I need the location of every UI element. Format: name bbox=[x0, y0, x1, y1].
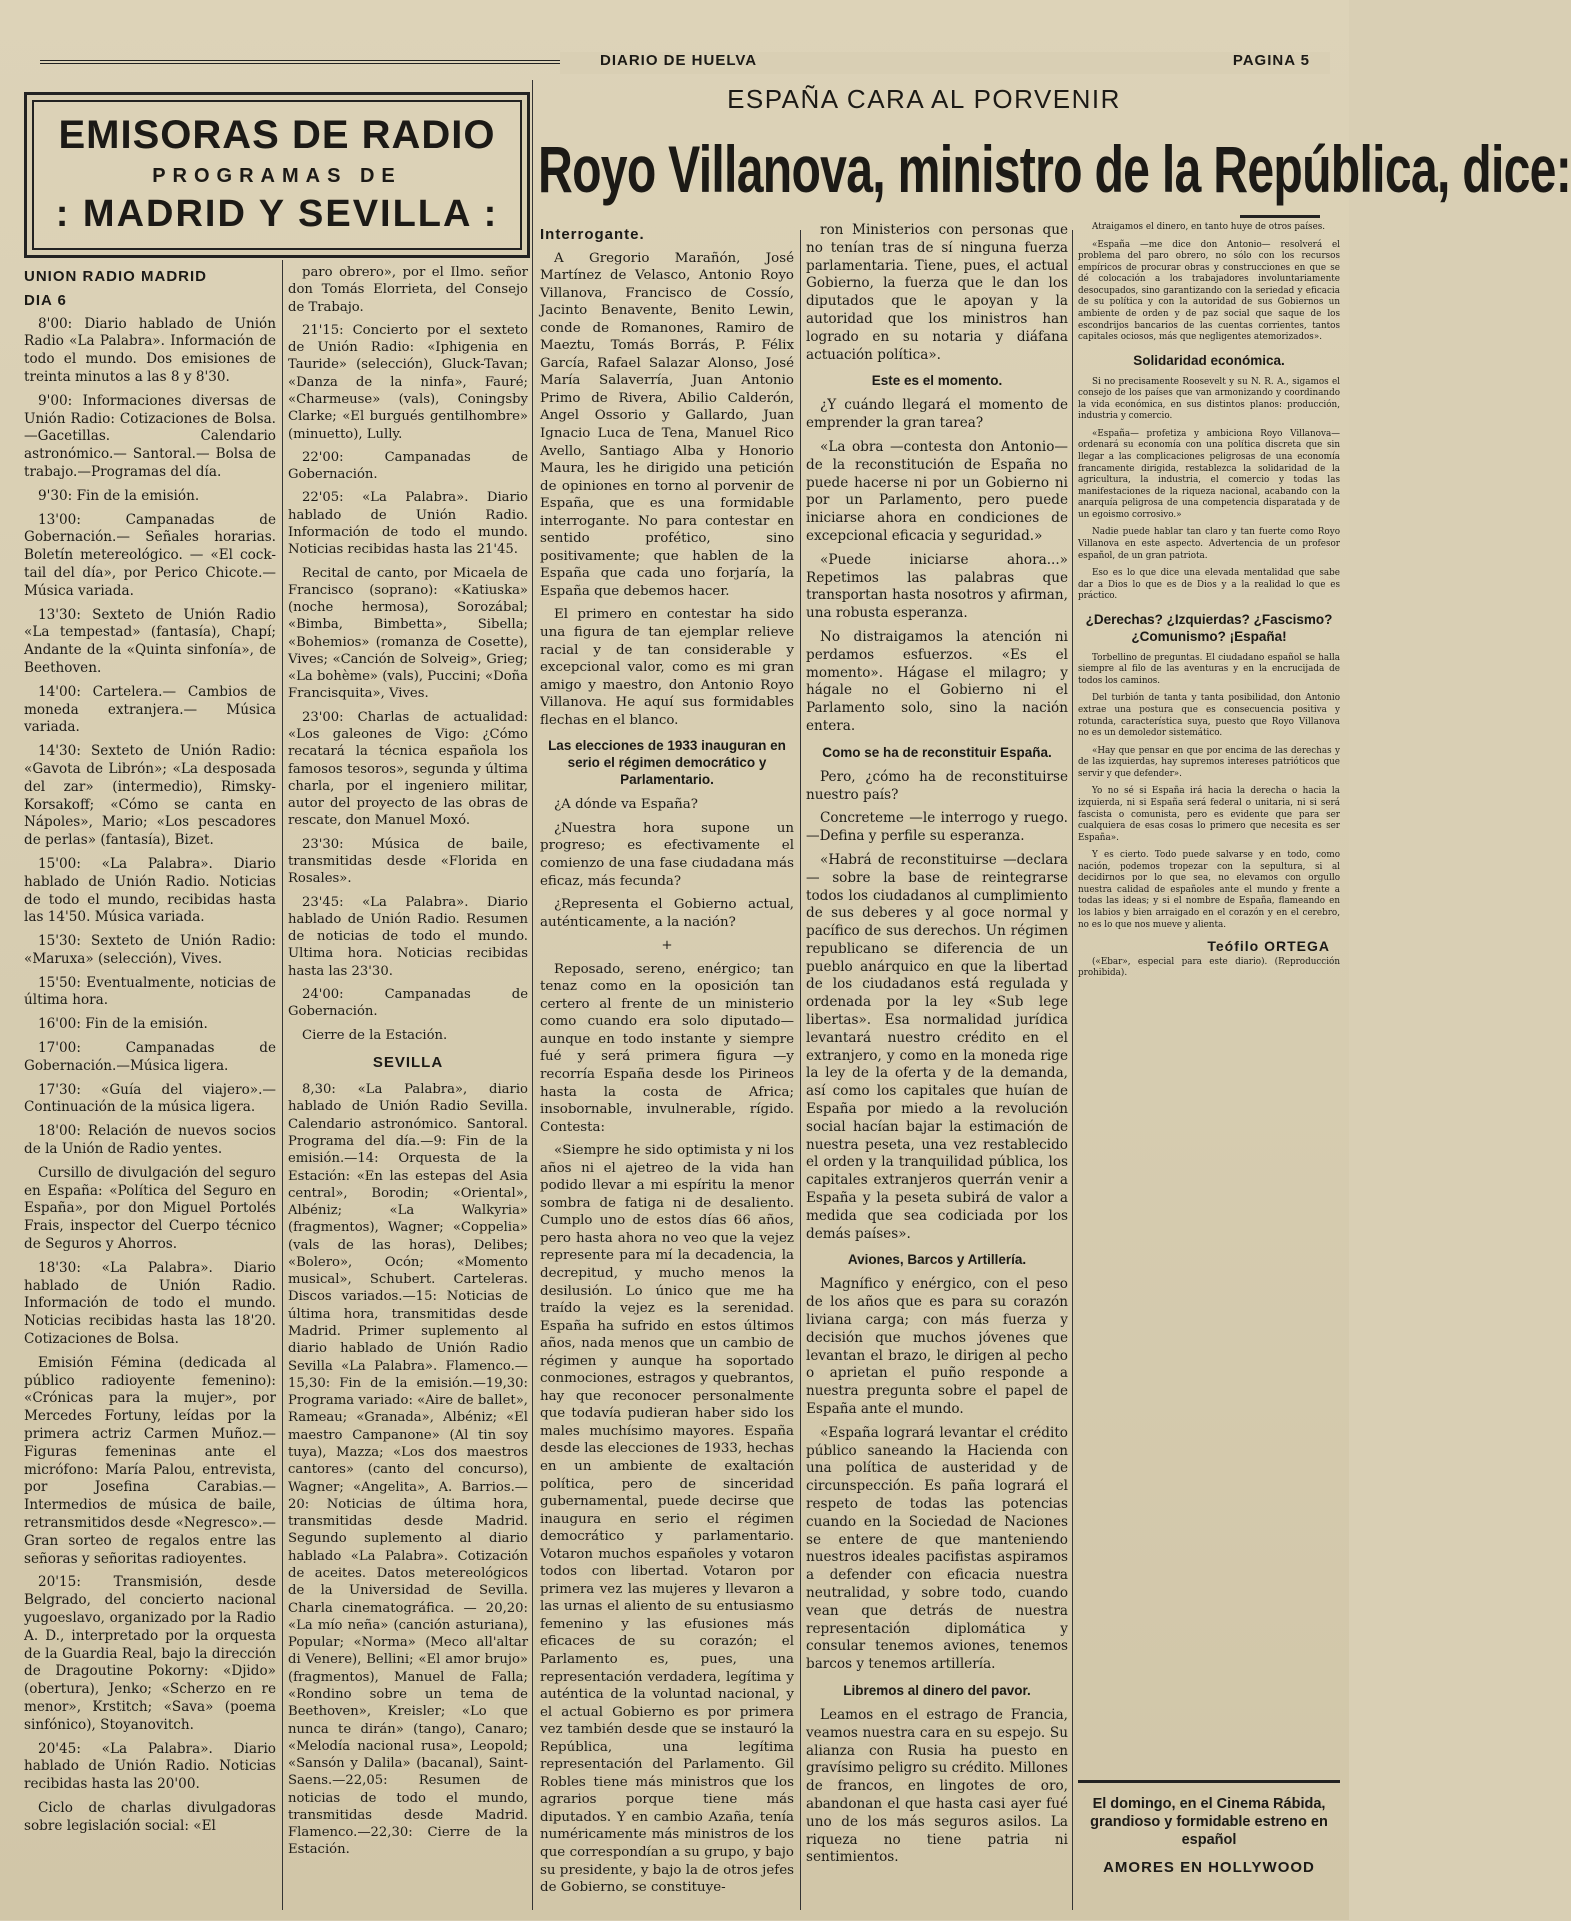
program-entry: 14'30: Sexteto de Unión Radio: «Gavota de Librón»; «La desposada del zar» (intermedio), Rimsky-Korsakoff; «Cómo se canta en Nápoles», Mario; «Los pescadores de perlas» (fantasía), Bizet. bbox=[24, 743, 276, 849]
column-rule bbox=[800, 230, 801, 1910]
program-entry: Emisión Fémina (dedicada al público radioyente femenino): «Crónicas para la mujer», por Mercedes Fortuny, leídas por la primera actriz Carmen Muñoz.—Figuras femeninas ante el micrófono: María Palou, entrevista, por Josefina Carabias.— Intermedios de música de baile, retransmitidos desde «Negresco».— Gran sorteo de regalos entre las señoras y señoritas radioyentes. bbox=[24, 1354, 276, 1567]
article-paragraph: «Habrá de reconstituirse —declara— sobre la base de reintegrarse todos los ciudadanos al cumplimiento de sus deberes y al goce normal y pacífico de sus derechos. Un régimen republicano se diferencia de un pueblo anárquico en que la libertad de los ciudadanos está regulada y ordenada por la ley «Sub lege libertas». Esa normalidad jurídica levantará nuestro crédito en el extranjero, y como en la moneda rige la ley de la oferta y de la demanda, así como los capitales que huían de España por miedo a la revolución social hacían bajar la estimación de nuestra peseta, una vez restablecido el orden y la tranquilidad pública, los capitales extranjeros querrán venir a España y la peseta subirá de valor a medida que sea codiciada por los demás países». bbox=[806, 851, 1068, 1242]
article-paragraph: El primero en contestar ha sido una figura de tan ejemplar relieve racial y de tan considerable y excepcional valor, como es mi gran amigo y maestro, don Antonio Royo Villanova. He aquí sus formidables flechas en el blanco. bbox=[540, 607, 794, 728]
program-entry: 13'30: Sexteto de Unión Radio «La tempestad» (fantasía), Chapí; Andante de la «Quinta sinfonía», de Beethoven. bbox=[24, 606, 276, 676]
separator-mark: + bbox=[661, 938, 673, 954]
program-entry: 18'00: Relación de nuevos socios de la Unión de Radio yentes. bbox=[24, 1123, 276, 1158]
program-entry: 24'00: Campanadas de Gobernación. bbox=[288, 986, 528, 1020]
program-list bbox=[24, 316, 276, 1836]
article-paragraph: Torbellino de preguntas. El ciudadano español se halla siempre al filo de las aventuras y en la encrucijada de todos los caminos. bbox=[1078, 652, 1340, 686]
program-entry: 16'00: Fin de la emisión. bbox=[38, 1016, 208, 1033]
promo-text: El domingo, en el Cinema Rábida, grandioso y formidable estreno en español bbox=[1090, 1796, 1328, 1848]
column-rule bbox=[532, 80, 533, 1910]
sevilla-heading: SEVILLA bbox=[372, 1053, 444, 1071]
article-paragraph: Eso es lo que dice una elevada mentalidad que sabe dar a Dios lo que es de Dios y a la realidad lo que es práctico. bbox=[1078, 568, 1340, 602]
program-entry: 23'30: Música de baile, transmitidas desde «Florida en Rosales». bbox=[288, 836, 528, 887]
subheading: Aviones, Barcos y Artillería. bbox=[847, 1252, 1027, 1268]
station-heading: UNION RADIO MADRID bbox=[24, 268, 207, 285]
article-paragraph: «España— profetiza y ambiciona Royo Villanova— ordenará su economía con una política discreta que sin llegar a las complicaciones peligrosas de una economía francamente dirigida, restablezca la solidaridad de la agricultura, la industria, el comercio y todas las manifestaciones de la riqueza nacional, acabando con la anarquía peligrosa de una competencia disparatada y de un egoismo corrosivo.» bbox=[1078, 428, 1340, 520]
article-paragraph: «España —me dice don Antonio— resolverá el problema del paro obrero, no sólo con los recursos empíricos de procurar obras y construcciones en que se dé colocación a los trabajadores involuntariamente desocupados, sino garantizando con la seriedad y eficacia de su política y con la autoridad de sus Gobiernos un ambiente de orden y de paz social que saque de los escondrijos bancarios de las cuentas corrientes, tantos capitales ociosos, más que negligentes atemorizados». bbox=[1078, 239, 1340, 343]
radio-box-subtitle: PROGRAMAS DE bbox=[152, 165, 402, 187]
program-entry: 23'45: «La Palabra». Diario hablado de Unión Radio. Resumen de noticias de todo el mundo. Ultima hora. Noticias recibidas hasta las 23'30. bbox=[288, 894, 528, 979]
article-paragraph: («Ebar», especial para este diario). (Reproducción prohibida). bbox=[1078, 956, 1340, 979]
article-paragraph: Del turbión de tanta y tanta posibilidad, don Antonio extrae una postura que es consecuencia positiva y rotunda, característica suya, puesto que Royo Villanova no es un demoledor sistemático. bbox=[1078, 693, 1340, 739]
article-column-3 bbox=[1078, 222, 1340, 1772]
article-paragraph: Magnífico y enérgico, con el peso de los años que es para su corazón liviana carga; con más fuerza y decisión que muchos jóvenes que levantan el brazo, le dirigen al pecho o aprietan el puño responde a nuestra pregunta sobre el papel de España ante el mundo. bbox=[806, 1276, 1068, 1418]
masthead-page-number: PAGINA 5 bbox=[1232, 52, 1310, 69]
subheading: ¿Derechas? ¿Izquierdas? ¿Fascismo? ¿Comunismo? ¡España! bbox=[1085, 611, 1333, 644]
article-paragraph: No distraigamos la atención ni perdamos esfuerzos. «Es el momento». Hágase el milagro; y hágale no el Gobierno ni el Parlamento solo, sino la nación entera. bbox=[806, 628, 1068, 734]
article-paragraph: «Siempre he sido optimista y ni los años ni el ajetreo de la vida han podido llevar a mi espíritu la menor sombra de fatiga ni de desaliento. Cumplo uno de estos días 66 años, pero hasta ahora no veo que la vejez represente para mí la decadencia, la decrepitud, y mucho menos la desilusión. Lo único que me ha traído la vejez es la serenidad. España ha sufrido en estos últimos años, nada menos que un cambio de régimen y aunque ha soportado conmociones, estragos y quebrantos, hay que reconocer personalmente que todavía pudieran haber sido los males muchísimo mayores. España desde las elecciones de 1933, hechas en un ambiente de exaltación política, pero de sinceridad gubernamental, puede decirse que inaugura en serio el régimen democrático y parlamentario. Votaron muchos españoles y votaron todos con libertad. Votaron por primera vez las mujeres y llevaron a las urnas el aliento de su entusiasmo femenino y las efusiones más eficaces de su corazón; el Parlamento es, pues, una representación verdadera, legítima y auténtica de la voluntad nacional, y el actual Gobierno es por primera vez también desde que se instauró la República, una legítima representación del Parlamento. Gil Robles tiene más ministros que los agrarios porque tiene más diputados. Y en cambio Azaña, tenía numéricamente más ministros de los que correspondían a su grupo, y bajo su presidente, y bajo la de otros jefes de Gobierno, se constituye- bbox=[540, 1143, 794, 1896]
program-entry: 17'30: «Guía del viajero».— Continuación de la música ligera. bbox=[24, 1081, 276, 1116]
headline-ornament bbox=[1240, 215, 1320, 218]
radio-header-box bbox=[24, 92, 530, 258]
article-paragraph: ¿A dónde va España? bbox=[554, 797, 698, 813]
article-kicker: ESPAÑA CARA AL PORVENIR bbox=[727, 84, 1121, 114]
program-entry: 20'45: «La Palabra». Diario hablado de Unión Radio. Noticias recibidas hasta las 20'00. bbox=[24, 1740, 276, 1793]
program-entry: 8,30: «La Palabra», diario hablado de Unión Radio Sevilla. Calendario astronómico. Santoral. Programa del día.—9: Fin de la emisión.—14: Orquesta de la Estación: «En las estepas del Asia central», Borodin; «Oriental», Albéniz; «La Walkyria» (fragmentos), Wagner; «Coppelia» (vals de las horas), Delibes; «Bolero», Ocón; «Momento musical», Schubert. Carteleras. Discos variados.—15: Noticias de última hora, transmitidas desde Madrid. Primer suplemento al diario hablado de Unión Radio Sevilla «La Palabra». Flamenco.—15,30: Fin de la emisión.—19,30: Programa variado: «Aire de ballet», Rameau; «Granada», Albéniz; «El maestro Campanone» (Al tin soy tuya), Mazza; «Los dos maestros cantores» (canto del concurso), Wagner; «Angelita», A. Barrios.—20: Noticias de última hora, transmitidas desde Madrid. Segundo suplemento al diario hablado «La Palabra». Cotización de aceites. Datos metereológicos de la Universidad de Sevilla. Charla cinematográfica. — 20,20: «La mío neña» (canción asturiana), Popular; «Norma» (Meco all'altar di Venere), Bellini; «El amor brujo» (fragmentos), Manuel de Falla; «Rondino sobre un tema de Beethoven», Kreisler; «Lo que nunca te dirán» (tango), Canaro; «Melodía nacional rusa», Leopold; «Sansón y Dalila» (bacanal), Saint-Saens.—22,05: Resumen de noticias de todo el mundo, transmitidas desde Madrid. Flamenco.—22,30: Cierre de la Estación. bbox=[288, 1082, 528, 1858]
radio-column-madrid bbox=[24, 264, 276, 1842]
article-paragraph: Nadie puede hablar tan claro y tan fuerte como Royo Villanova en este aspecto. Advertencia de un profesor español, de un gran patriota. bbox=[1078, 527, 1340, 561]
program-entry: 21'15: Concierto por el sexteto de Unión Radio: «Iphigenia en Tauride» (selección), Gluck-Tavan; «Danza de la ninfa», Fauré; «Charmeuse» (vals), Coningsby Clarke; «El burgués gentilhombre» (minuetto), Lully. bbox=[288, 322, 528, 442]
article-paragraph: Si no precisamente Roosevelt y su N. R. A., sigamos el consejo de los países que van armonizando y coordinando la vida económica, en sus distintos planos: producción, industria y comercio. bbox=[1078, 376, 1340, 422]
day-heading: DIA 6 bbox=[24, 291, 67, 309]
article-column-1 bbox=[540, 222, 794, 1903]
program-entry: 15'30: Sexteto de Unión Radio: «Maruxa» (selección), Vives. bbox=[24, 933, 276, 967]
promo-film-title: AMORES EN HOLLYWOOD bbox=[1103, 1859, 1315, 1876]
program-entry: paro obrero», por el Ilmo. señor don Tomás Elorrieta, del Consejo de Trabajo. bbox=[288, 265, 528, 315]
column-rule bbox=[1072, 230, 1073, 1910]
program-entry: 14'00: Cartelera.— Cambios de moneda extranjera.— Música variada. bbox=[24, 683, 276, 736]
program-entry: 13'00: Campanadas de Gobernación.— Señales horarias. Boletín metereológico. — «El cock-tail del día», por Perico Chicote.—Música variada. bbox=[24, 511, 276, 599]
article-paragraph: Yo no sé si España irá hacia la derecha o hacia la izquierda, ni si España será federal o unitaria, ni si será fascista o comunista, pero es evidente que para ser cualquiera de esas cosas lo primero que necesita es ser España». bbox=[1078, 786, 1340, 843]
cinema-promo bbox=[1078, 1780, 1340, 1921]
article-paragraph: Leamos en el estrago de Francia, veamos nuestra cara en su espejo. Su alianza con Rusia ha puesto en gravísimo peligro su crédito. Millones de francos, en lingotes de oro, abandonan el que hasta casi ayer fué uno de los más seguros asilos. La riqueza no tiene patria ni sentimientos. bbox=[806, 1706, 1068, 1866]
article-paragraph: Y es cierto. Todo puede salvarse y en todo, como nación, podemos tropezar con la sepultura, si al decidirnos por lo que sea, no elevamos con orgullo nuestra calidad de españoles ante el mundo y frente a todas las ideas; y si el nombre de España, flameando en los labios y bien arraigado en el corazón y en el cerebro, no es lo que nos mueve y alienta. bbox=[1078, 850, 1340, 930]
program-entry: Cursillo de divulgación del seguro en España: «Política del Seguro en España», por don Miguel Portolés Frais, inspector del Cuerpo técnico de Seguros y Ahorros. bbox=[24, 1164, 276, 1253]
article-paragraph: «La obra —contesta don Antonio— de la reconstitución de España no puede hacerse ni por un Gobierno ni por un Parlamento, pero puede iniciarse ahora en condiciones de excepcional eficacia y seguridad.» bbox=[806, 438, 1068, 544]
program-entry: 9'00: Informaciones diversas de Unión Radio: Cotizaciones de Bolsa.—Gacetillas. Calendario astronómico.— Santoral.— Bolsa de trabajo.—Programas del día. bbox=[24, 392, 276, 480]
column-rule bbox=[282, 260, 283, 1910]
article-paragraph: ¿Y cuándo llegará el momento de emprender la gran tarea? bbox=[806, 397, 1068, 432]
program-list bbox=[288, 264, 528, 1044]
radio-box-cities: : MADRID Y SEVILLA : bbox=[55, 193, 499, 235]
radio-column-continued bbox=[288, 264, 528, 1865]
program-entry: 18'30: «La Palabra». Diario hablado de Unión Radio. Información de todo el mundo. Noticias recibidas hasta las 18'20. Cotizaciones de Bolsa. bbox=[24, 1259, 276, 1348]
program-entry: 8'00: Diario hablado de Unión Radio «La Palabra». Información de todo el mundo. Dos emisiones de treinta minutos a las 8 y 8'30. bbox=[24, 315, 276, 385]
subheading: Las elecciones de 1933 inauguran en serio el régimen democrático y Parlamentario. bbox=[548, 738, 786, 788]
masthead bbox=[560, 52, 1330, 74]
article-paragraph: ¿Nuestra hora supone un progreso; es efectivamente el comienzo de una fase ciudadana más eficaz, más fecunda? bbox=[540, 820, 794, 889]
article-paragraph: Atraigamos el dinero, en tanto huye de otros países. bbox=[1092, 222, 1326, 232]
subheading: Libremos al dinero del pavor. bbox=[843, 1682, 1031, 1698]
program-entry: 22'05: «La Palabra». Diario hablado de Unión Radio. Información de todo el mundo. Noticias recibidas hasta las 21'45. bbox=[288, 490, 528, 558]
sevilla-program-list bbox=[288, 1081, 528, 1859]
section-heading: Interrogante. bbox=[540, 226, 645, 243]
author-signature: Teófilo ORTEGA bbox=[1207, 938, 1330, 955]
program-entry: 22'00: Campanadas de Gobernación. bbox=[288, 449, 528, 483]
article-paragraph: Concreteme —le interrogo y ruego.—Defina y perfile su esperanza. bbox=[806, 810, 1068, 845]
article-paragraph: Reposado, sereno, enérgico; tan tenaz como en la oposición tan certero al frente de un ministerio como cuando era solo diputado—aunque en todo instante y siempre fué y será primera figura —y recorría España desde los Pirineos hasta la costa de Africa; insobornable, invulnerable, rígido. Contesta: bbox=[540, 961, 794, 1135]
radio-box-title: EMISORAS DE RADIO bbox=[58, 113, 496, 157]
article-paragraph: A Gregorio Marañón, José Martínez de Velasco, Antonio Royo Villanova, Francisco de Cossío, Jacinto Benavente, Benito Lewin, conde de Romanones, Ramiro de Maeztu, Tomás Borrás, P. Félix García, Rafael Salazar Alonso, José María Salaverría, Juan Antonio Primo de Rivera, Abilio Calderón, Angel Ossorio y Gallardo, Juan Ignacio Luca de Tena, Manuel Rico Avello, Santiago Alba y Honorio Maura, les he dirigido una petición de opiniones en torno al porvenir de España, que es una formidable interrogante. No para contestar en sentido profético, sino positivamente; que hablen de la España que cada uno forjaría, la España que debemos hacer. bbox=[540, 250, 794, 599]
program-entry: 9'30: Fin de la emisión. bbox=[38, 487, 200, 504]
program-entry: 23'00: Charlas de actualidad: «Los galeones de Vigo: ¿Cómo recatará la técnica española los famosos tesoros», segunda y última charla, por el ingeniero militar, autor del proyecto de las obras de rescate, don Manuel Moxó. bbox=[288, 709, 528, 829]
article-paragraph: ron Ministerios con personas que no tenían tras de sí ninguna fuerza parlamentaria. Tiene, pues, el actual Gobierno, la fuerza que le dan los diputados que le apoyan y la autoridad que los ministros han logrado en su notaria y diáfana actuación política». bbox=[806, 222, 1068, 363]
article-paragraph: «Hay que pensar en que por encima de las derechas y de las izquierdas, hay supremos intereses patrióticos que servir y que defender». bbox=[1078, 745, 1340, 779]
article-paragraph: ¿Representa el Gobierno actual, auténticamente, a la nación? bbox=[540, 897, 794, 930]
article-column-2 bbox=[806, 222, 1068, 1873]
program-entry: Recital de canto, por Micaela de Francisco (soprano): «Katiuska» (noche hermosa), Sorozábal; «Bimba, Bimbetta», Sibella; «Bohemios» (romanza de Cosette), Vives; «Canción de Solveig», Grieg; «La bohème» (vals), Puccini; «Doña Francisquita», Vives. bbox=[288, 565, 528, 702]
program-entry: 17'00: Campanadas de Gobernación.—Música ligera. bbox=[24, 1040, 276, 1074]
article-paragraph: Pero, ¿cómo ha de reconstituirse nuestro país? bbox=[806, 768, 1068, 803]
subheading: Este es el momento. bbox=[871, 373, 1003, 389]
article-paragraph: «España logrará levantar el crédito público saneando la Hacienda con una política de austeridad y de circunspección. Es paña logrará el respeto de todas las potencias cuando en la Sociedad de Naciones se entere de que manteniendo nuestros ideales pacifistas aspiramos a defender con eficacia nuestra neutralidad, y sobre todo, cuando vean que detrás de nuestra representación diplomática y consular tenemos aviones, tenemos barcos y tenemos artillería. bbox=[806, 1424, 1068, 1673]
program-entry: 15'00: «La Palabra». Diario hablado de Unión Radio. Noticias de todo el mundo, recibidas hasta las 14'50. Música variada. bbox=[24, 855, 276, 926]
article-headline: Royo Villanova, ministro de la República, dice: bbox=[538, 132, 1571, 206]
subheading: Solidaridad económica. bbox=[1133, 352, 1285, 368]
program-entry: 15'50: Eventualmente, noticias de última hora. bbox=[24, 974, 276, 1009]
program-entry: Cierre de la Estación. bbox=[302, 1027, 448, 1043]
program-entry: Ciclo de charlas divulgadoras sobre legislación social: «El bbox=[24, 1799, 276, 1834]
subheading: Como se ha de reconstituir España. bbox=[822, 744, 1052, 760]
article-paragraph: «Puede iniciarse ahora...» Repetimos las palabras que transportan hasta nosotros y afirman, una robusta esperanza. bbox=[806, 551, 1068, 622]
program-entry: 20'15: Transmisión, desde Belgrado, del concierto nacional yugoeslavo, organizado por la Radio A. D., interpretado por la orquesta de la Guardia Real, bajo la dirección de Dragoutine Pokorny: «Djido» (obertura), Jenko; «Scherzo en re menor», Krstitch; «Sava» (poema sinfónico), Stoyanovitch. bbox=[24, 1574, 276, 1733]
masthead-paper-name: DIARIO DE HUELVA bbox=[600, 52, 758, 69]
